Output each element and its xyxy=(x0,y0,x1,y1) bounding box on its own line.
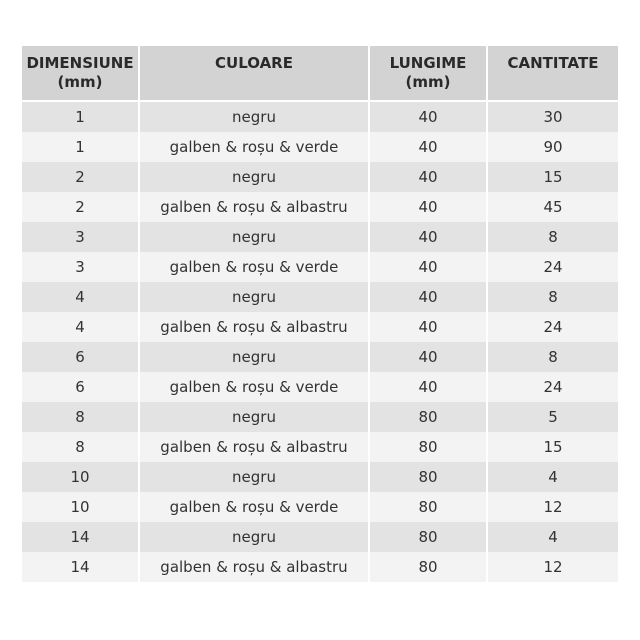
table-row xyxy=(22,282,618,312)
product-table xyxy=(22,46,618,582)
cantitate-cell: 5 xyxy=(488,402,618,432)
culoare-cell: galben & roșu & verde xyxy=(140,252,370,282)
culoare-cell: galben & roșu & albastru xyxy=(140,192,370,222)
dimensiune-cell: 2 xyxy=(22,192,140,222)
culoare-cell: negru xyxy=(140,282,370,312)
header-dimensiune-unit: (mm) xyxy=(57,73,103,91)
table-row xyxy=(22,162,618,192)
lungime-cell: 40 xyxy=(370,102,488,132)
dimensiune-cell: 10 xyxy=(22,492,140,522)
dimensiune-cell: 10 xyxy=(22,462,140,492)
table-row xyxy=(22,222,618,252)
table-row xyxy=(22,432,618,462)
lungime-cell: 40 xyxy=(370,252,488,282)
cantitate-cell: 30 xyxy=(488,102,618,132)
lungime-cell: 40 xyxy=(370,192,488,222)
lungime-cell: 80 xyxy=(370,522,488,552)
cantitate-cell: 90 xyxy=(488,132,618,162)
table-row xyxy=(22,462,618,492)
culoare-cell: galben & roșu & verde xyxy=(140,372,370,402)
table-row xyxy=(22,102,618,132)
dimensiune-cell: 3 xyxy=(22,222,140,252)
culoare-cell: galben & roșu & verde xyxy=(140,132,370,162)
cantitate-cell: 4 xyxy=(488,522,618,552)
table-row xyxy=(22,402,618,432)
lungime-cell: 40 xyxy=(370,342,488,372)
lungime-cell: 40 xyxy=(370,372,488,402)
table-row xyxy=(22,552,618,582)
cantitate-cell: 24 xyxy=(488,312,618,342)
header-cantitate xyxy=(488,46,618,102)
product-table-container xyxy=(22,46,618,582)
lungime-cell: 80 xyxy=(370,432,488,462)
table-header-row xyxy=(22,46,618,102)
dimensiune-cell: 6 xyxy=(22,372,140,402)
header-culoare-title: CULOARE xyxy=(215,54,293,72)
culoare-cell: negru xyxy=(140,102,370,132)
cantitate-cell: 8 xyxy=(488,342,618,372)
lungime-cell: 40 xyxy=(370,222,488,252)
culoare-cell: galben & roșu & albastru xyxy=(140,312,370,342)
culoare-cell: negru xyxy=(140,162,370,192)
culoare-cell: negru xyxy=(140,342,370,372)
dimensiune-cell: 4 xyxy=(22,282,140,312)
lungime-cell: 80 xyxy=(370,402,488,432)
culoare-cell: negru xyxy=(140,462,370,492)
header-dimensiune xyxy=(22,46,140,102)
table-row xyxy=(22,372,618,402)
table-row xyxy=(22,312,618,342)
header-dimensiune-title: DIMENSIUNE xyxy=(26,54,134,72)
table-row xyxy=(22,492,618,522)
dimensiune-cell: 2 xyxy=(22,162,140,192)
lungime-cell: 40 xyxy=(370,282,488,312)
header-lungime xyxy=(370,46,488,102)
culoare-cell: galben & roșu & albastru xyxy=(140,432,370,462)
cantitate-cell: 12 xyxy=(488,552,618,582)
header-cantitate-title: CANTITATE xyxy=(507,54,599,72)
lungime-cell: 40 xyxy=(370,132,488,162)
dimensiune-cell: 14 xyxy=(22,522,140,552)
table-row xyxy=(22,522,618,552)
header-lungime-title: LUNGIME xyxy=(389,54,467,72)
cantitate-cell: 15 xyxy=(488,432,618,462)
dimensiune-cell: 14 xyxy=(22,552,140,582)
table-row xyxy=(22,252,618,282)
dimensiune-cell: 8 xyxy=(22,402,140,432)
lungime-cell: 80 xyxy=(370,492,488,522)
cantitate-cell: 8 xyxy=(488,222,618,252)
culoare-cell: negru xyxy=(140,222,370,252)
cantitate-cell: 4 xyxy=(488,462,618,492)
culoare-cell: negru xyxy=(140,402,370,432)
culoare-cell: negru xyxy=(140,522,370,552)
dimensiune-cell: 1 xyxy=(22,102,140,132)
cantitate-cell: 24 xyxy=(488,252,618,282)
lungime-cell: 80 xyxy=(370,462,488,492)
dimensiune-cell: 8 xyxy=(22,432,140,462)
cantitate-cell: 15 xyxy=(488,162,618,192)
lungime-cell: 40 xyxy=(370,162,488,192)
cantitate-cell: 8 xyxy=(488,282,618,312)
dimensiune-cell: 3 xyxy=(22,252,140,282)
header-lungime-unit: (mm) xyxy=(405,73,451,91)
header-culoare xyxy=(140,46,370,102)
lungime-cell: 80 xyxy=(370,552,488,582)
table-body xyxy=(22,102,618,582)
culoare-cell: galben & roșu & verde xyxy=(140,492,370,522)
cantitate-cell: 45 xyxy=(488,192,618,222)
table-row xyxy=(22,342,618,372)
culoare-cell: galben & roșu & albastru xyxy=(140,552,370,582)
table-row xyxy=(22,192,618,222)
cantitate-cell: 24 xyxy=(488,372,618,402)
lungime-cell: 40 xyxy=(370,312,488,342)
table-row xyxy=(22,132,618,162)
cantitate-cell: 12 xyxy=(488,492,618,522)
dimensiune-cell: 1 xyxy=(22,132,140,162)
dimensiune-cell: 6 xyxy=(22,342,140,372)
dimensiune-cell: 4 xyxy=(22,312,140,342)
